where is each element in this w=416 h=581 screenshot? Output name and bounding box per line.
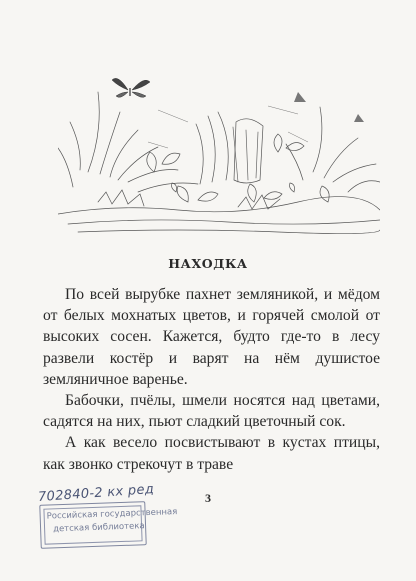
paragraph-3: А как весело посвистывают в кустах птицы, как звонко стрекочут в траве — [43, 434, 380, 473]
stamp-line-1: Российская государственная — [46, 507, 178, 522]
paragraph-2: Бабочки, пчёлы, шмели носятся над цветами, садятся на них, пьют сладкий цветочный сок. — [43, 392, 380, 431]
paragraph-1: По всей вырубке пахнет земляникой, и мёдом от белых мохнатых цветов, и горячей смолой от высоких сосен. Кажется, будто где-то в лесу развели костёр и варят на нём душистое земляничное варенье. — [43, 286, 380, 388]
story-text — [43, 284, 380, 475]
handwritten-inventory-note: 702840-2 кх ред — [37, 481, 155, 506]
library-stamp — [39, 501, 178, 549]
forest-clearing-illustration — [58, 52, 380, 237]
story-title: НАХОДКА — [168, 256, 248, 271]
stamp-line-2: детская библиотека — [52, 521, 145, 535]
page-number: 3 — [205, 491, 211, 505]
